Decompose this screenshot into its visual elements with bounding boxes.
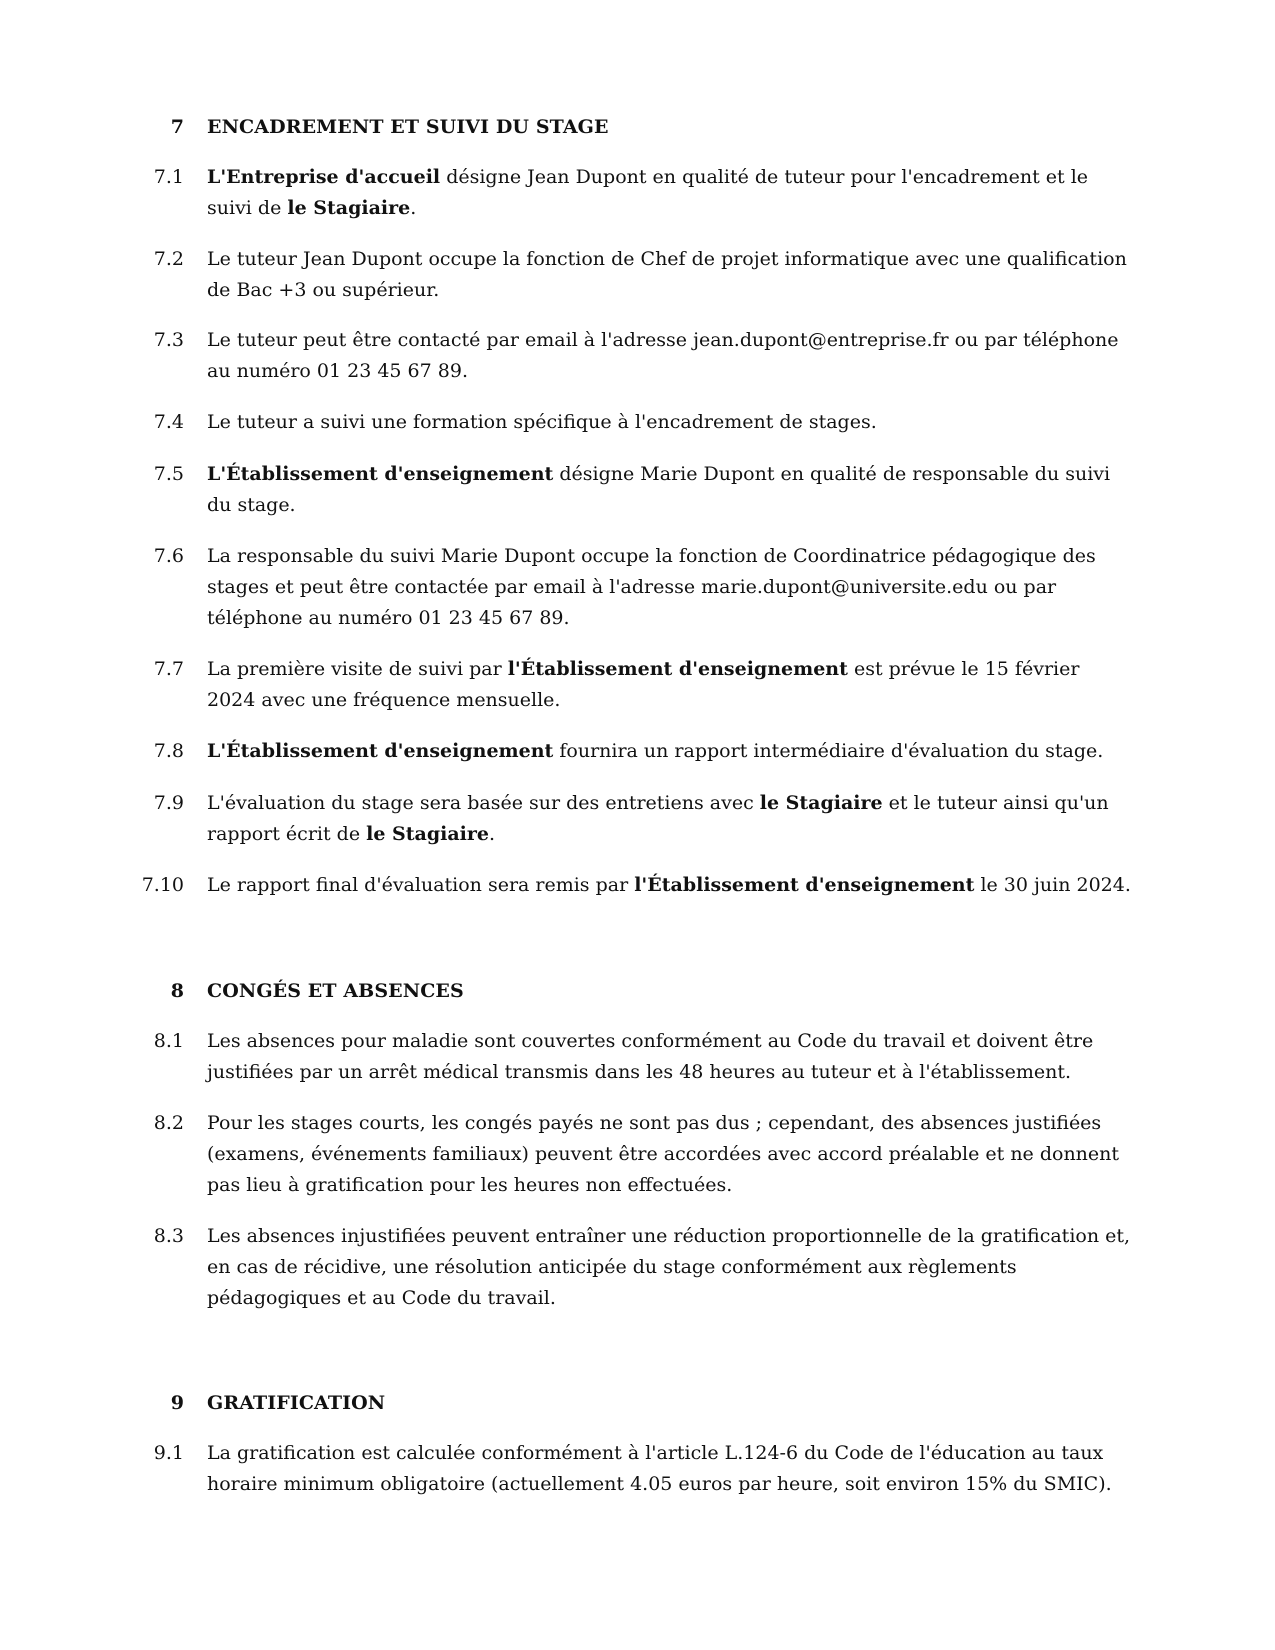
section-heading-8: [0, 980, 1275, 1010]
clause-text: [207, 1221, 1132, 1314]
clause-text-run: le 30 juin 2024.: [974, 874, 1131, 896]
clause-text: [207, 870, 1167, 901]
clause-text-run: est prévue le 15 février 2024 avec une fréquence mensuelle.: [207, 658, 1080, 711]
section-number: 8: [170, 980, 184, 1002]
clause-number: 9.1: [153, 1442, 184, 1464]
section-title: ENCADREMENT ET SUIVI DU STAGE: [207, 116, 609, 138]
clause-text: [207, 788, 1132, 850]
clause-number: 7.4: [153, 411, 184, 433]
clause-text-run: Les absences injustifiées peuvent entraîner une réduction proportionnelle de la gratification et, en cas de récidive, une résolution anticipée du stage conformément aux règlements pédagogiques et au Code du travail.: [207, 1225, 1131, 1309]
defined-term: le Stagiaire: [366, 823, 489, 845]
clause-text-run: La gratification est calculée conformément à l'article L.124-6 du Code de l'éducation au taux horaire minimum obligatoire (actuellement 4.05 euros par heure, soit environ 15% du SMIC).: [207, 1442, 1112, 1495]
clause-text-run: Le tuteur Jean Dupont occupe la fonction de Chef de projet informatique avec une qualification de Bac +3 ou supérieur.: [207, 248, 1127, 301]
defined-term: l'Établissement d'enseignement: [507, 658, 848, 680]
clause-number: 7.2: [153, 248, 184, 270]
clause-text-run: et le tuteur ainsi qu'un rapport écrit de: [207, 792, 1109, 845]
clause-text-run: La responsable du suivi Marie Dupont occupe la fonction de Coordinatrice pédagogique des stages et peut être contactée par email à l'adresse marie.dupont@universite.edu ou par téléphone au numéro 01 23 45 67 89.: [207, 545, 1096, 629]
clause-text-run: .: [410, 197, 417, 219]
clause-number: 7.10: [141, 874, 184, 896]
clause-number: 7.6: [153, 545, 184, 567]
clause-number: 7.9: [153, 792, 184, 814]
clause-text: [207, 244, 1132, 306]
clause-text: [207, 407, 1132, 438]
clause-number: 8.2: [153, 1112, 184, 1134]
section-number: 7: [170, 116, 184, 138]
clause-text-run: désigne Jean Dupont en qualité de tuteur pour l'encadrement et le suivi de: [207, 166, 1089, 219]
clause-text-run: fournira un rapport intermédiaire d'évaluation du stage.: [553, 740, 1104, 762]
defined-term: le Stagiaire: [287, 197, 411, 219]
clause-text-run: L'évaluation du stage sera basée sur des entretiens avec: [207, 792, 760, 814]
clause-text: [207, 654, 1132, 716]
clause-text-run: Le tuteur peut être contacté par email à l'adresse jean.dupont@entreprise.fr ou par téléphone au numéro 01 23 45 67 89.: [207, 329, 1119, 382]
defined-term: le Stagiaire: [759, 792, 883, 814]
clause-text: [207, 1108, 1132, 1201]
clause-number: 7.3: [153, 329, 184, 351]
clause-text: [207, 325, 1132, 387]
clause-text-run: Les absences pour maladie sont couvertes conformément au Code du travail et doivent être justifiées par un arrêt médical transmis dans les 48 heures au tuteur et à l'établissement.: [207, 1030, 1094, 1083]
section-title: CONGÉS ET ABSENCES: [207, 980, 464, 1002]
section-title: GRATIFICATION: [207, 1392, 386, 1414]
section-heading-7: [0, 116, 1275, 146]
clause-text-run: Le rapport final d'évaluation sera remis par: [207, 874, 635, 896]
section-heading-9: [0, 1392, 1275, 1422]
defined-term: l'Établissement d'enseignement: [634, 874, 975, 896]
clause-text: [207, 541, 1132, 634]
defined-term: L'Entreprise d'accueil: [207, 166, 441, 188]
clause-number: 8.1: [153, 1030, 184, 1052]
clause-number: 7.5: [153, 463, 184, 485]
clause-text-run: désigne Marie Dupont en qualité de responsable du suivi du stage.: [207, 463, 1111, 516]
clause-number: 7.1: [153, 166, 184, 188]
clause-text: [207, 1438, 1132, 1500]
clause-text-run: Pour les stages courts, les congés payés ne sont pas dus ; cependant, des absences justifiées (examens, événements familiaux) peuvent être accordées avec accord préalable et ne donnent pas lieu à gratification pour les heures non effectuées.: [207, 1112, 1120, 1196]
clause-number: 8.3: [153, 1225, 184, 1247]
clause-text: [207, 736, 1132, 767]
clause-number: 7.7: [153, 658, 184, 680]
defined-term: L'Établissement d'enseignement: [207, 740, 554, 762]
clause-text: [207, 162, 1132, 224]
defined-term: L'Établissement d'enseignement: [207, 463, 554, 485]
clause-text-run: .: [488, 823, 496, 845]
clause-number: 7.8: [153, 740, 184, 762]
clause-text-run: Le tuteur a suivi une formation spécifique à l'encadrement de stages.: [207, 411, 877, 433]
clause-text: [207, 1026, 1132, 1088]
clause-text-run: La première visite de suivi par: [207, 658, 508, 680]
clause-text: [207, 459, 1132, 521]
section-number: 9: [170, 1392, 184, 1414]
